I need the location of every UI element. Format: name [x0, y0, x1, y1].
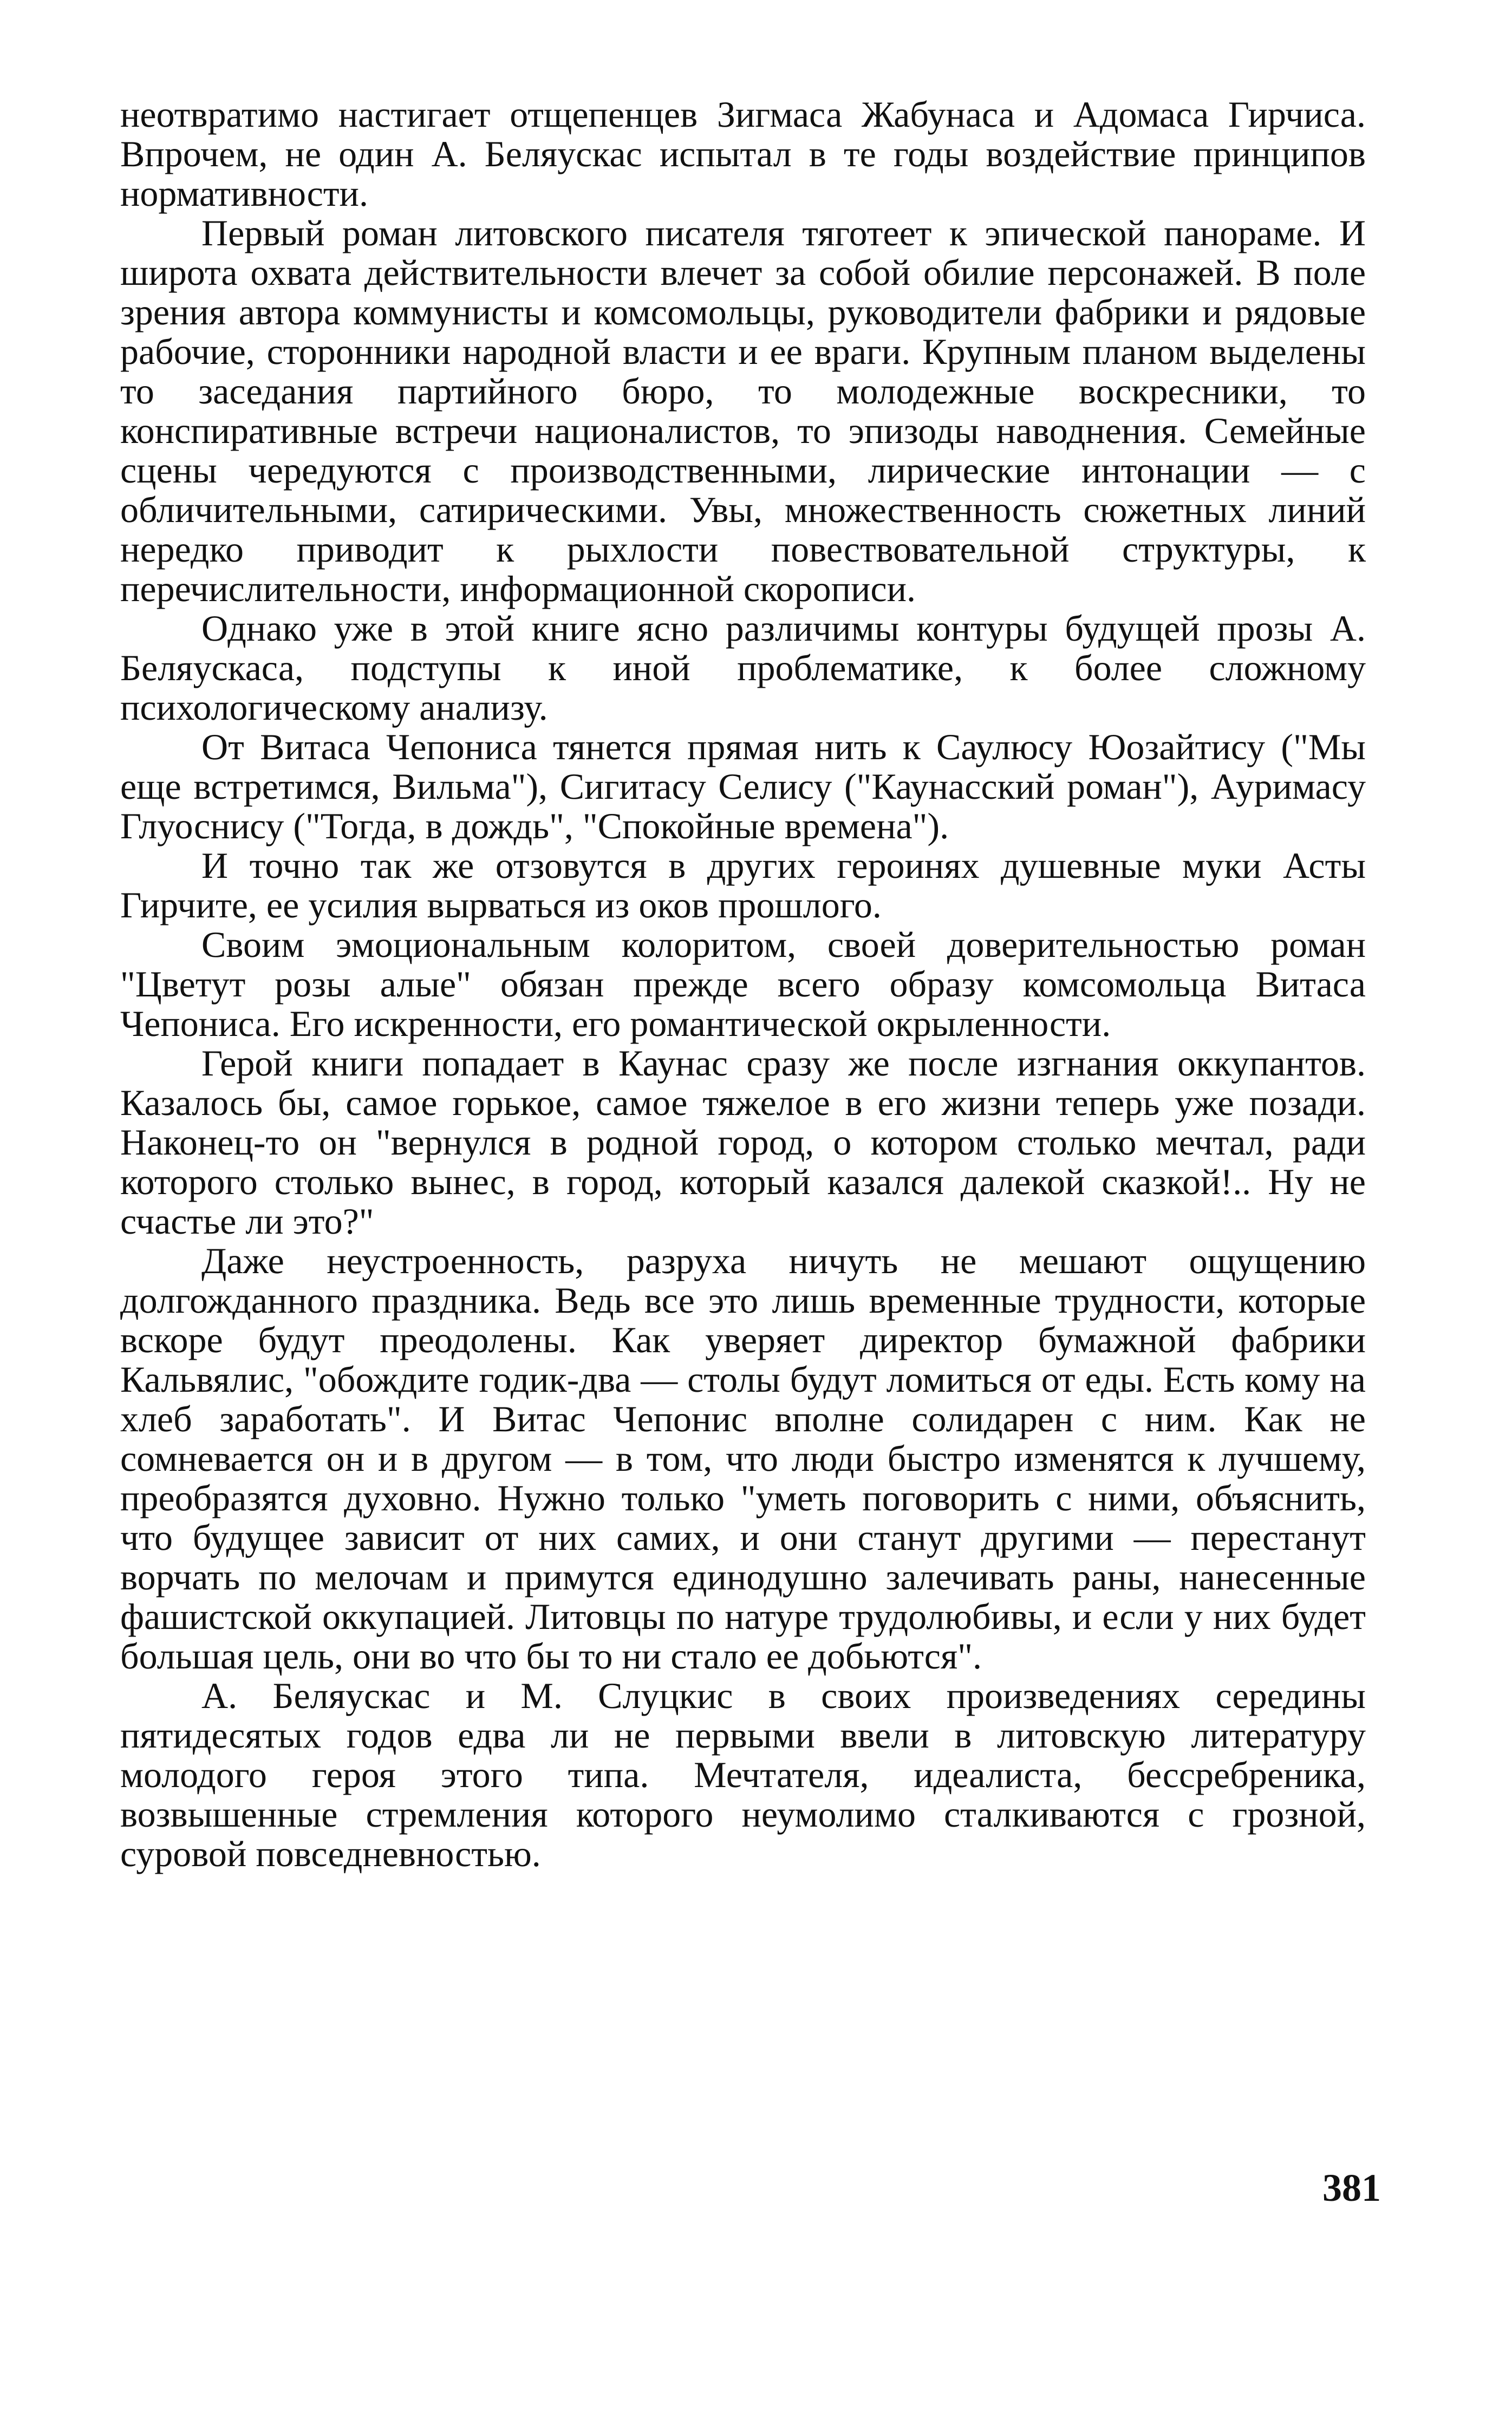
paragraph: Первый роман литовского писателя тяготеет к эпической панораме. И широта охвата действительности влечет за собой обилие персонажей. В поле зрения автора коммунисты и комсомольцы, руководители фабрики и рядовые рабочие, сторонники народной власти и ее враги. Крупным планом выделены то заседания партийного бюро, то молодежные воскресники, то конспиративные встречи националистов, то эпизоды наводнения. Семейные сцены чередуются с производственными, лирические интонации — с обличительными, сатирическими. Увы, множественность сюжетных линий нередко приводит к рыхлости повествовательной структуры, к перечислительности, информационной скорописи. — [120, 212, 1366, 609]
paragraph: От Витаса Чепониса тянется прямая нить к Саулюсу Юозайтису ("Мы еще встретимся, Вильма"), Сигитасу Селису ("Каунасский роман"), Ауримасу Глуоснису ("Тогда, в дождь", "Спокойные времена"). — [120, 726, 1366, 846]
paragraph: И точно так же отзовутся в других героинях душевные муки Асты Гирчите, ее усилия вырваться из оков прошлого. — [120, 845, 1366, 925]
paragraph-continuation: неотвратимо настигает отщепенцев Зигмаса Жабунаса и Адомаса Гирчиса. Впрочем, не один А. Беляускас испытал в те годы воздействие принципов нормативности. — [120, 94, 1366, 214]
body-text — [120, 95, 1366, 1874]
paragraph: Герой книги попадает в Каунас сразу же после изгнания оккупантов. Казалось бы, самое горькое, самое тяжелое в его жизни теперь уже позади. Наконец-то он "вернулся в родной город, о котором столько мечтал, ради которого столько вынес, в город, который казался далекой сказкой!.. Ну не счастье ли это?" — [120, 1042, 1366, 1242]
paragraph: Своим эмоциональным колоритом, своей доверительностью роман "Цветут розы алые" обязан прежде всего образу комсомольца Витаса Чепониса. Его искренности, его романтической окрыленности. — [120, 924, 1366, 1044]
paragraph: Однако уже в этой книге ясно различимы контуры будущей прозы А. Беляускаса, подступы к иной проблематике, к более сложному психологическому анализу. — [120, 608, 1366, 728]
paragraph: А. Беляускас и М. Слуцкис в своих произведениях середины пятидесятых годов едва ли не первыми ввели в литовскую литературу молодого героя этого типа. Мечтателя, идеалиста, бессребреника, возвышенные стремления которого неумолимо сталкиваются с грозной, суровой повседневностью. — [120, 1675, 1366, 1874]
paragraph: Даже неустроенность, разруха ничуть не мешают ощущению долгожданного праздника. Ведь все это лишь временные трудности, которые вскоре будут преодолены. Как уверяет директор бумажной фабрики Кальвялис, "обождите годик-два — столы будут ломиться от еды. Есть кому на хлеб заработать". И Витас Чепонис вполне солидарен с ним. Как не сомневается он и в другом — в том, что люди быстро изменятся к лучшему, преобразятся духовно. Нужно только "уметь поговорить с ними, объяснить, что будущее зависит от них самих, и они станут другими — перестанут ворчать по мелочам и примутся единодушно залечивать раны, нанесенные фашистской оккупацией. Литовцы по натуре трудолюбивы, и если у них будет большая цель, они во что бы то ни стало ее добьются". — [120, 1240, 1366, 1677]
page-number: 381 — [1322, 2166, 1381, 2209]
